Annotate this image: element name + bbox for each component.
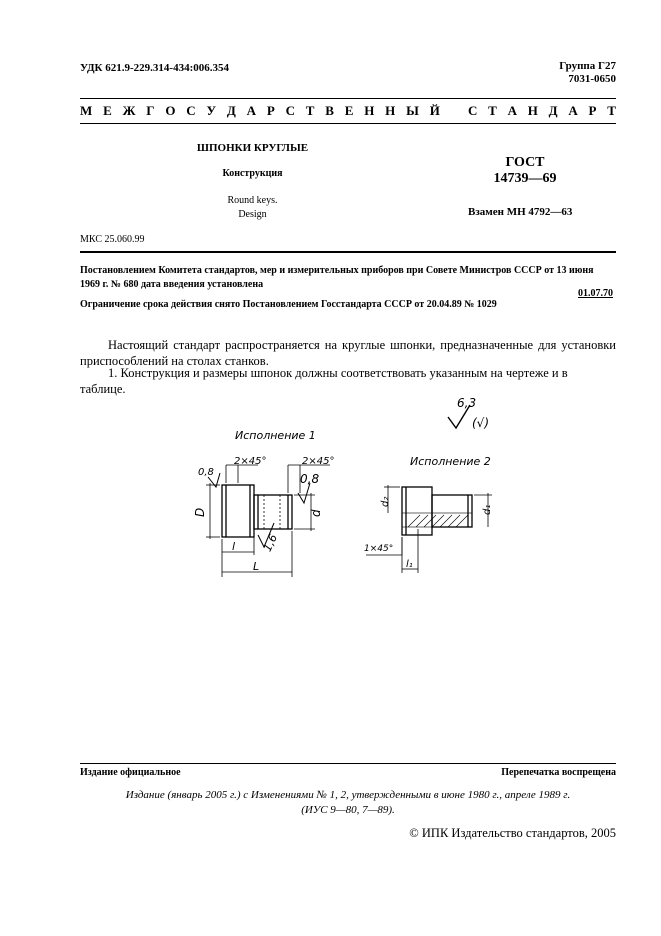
edition-info [80,788,616,818]
banner-left-letter: Г [146,103,155,118]
title-sub: Конструкция [222,168,283,179]
title-main: ШПОНКИ КРУГЛЫЕ [196,142,309,154]
banner-right-letter: Р [588,103,597,118]
banner-left-letter: Й [429,103,440,118]
group-label: Группа Г27 [559,60,616,72]
roughness-paren: (√) [472,416,490,430]
banner-left-letter: Е [344,103,354,118]
footer-rule [80,763,616,764]
variant2-label: Исполнение 2 [410,455,491,468]
decree-text: Постановлением Комитета стандартов, мер и измерительных приборов при Совете Министров СССР от 13 июня 1969 г. № 680 дата введения установлена [80,265,594,290]
dim-L: L [253,560,260,573]
banner-left-letter: О [165,103,176,118]
banner-right-letter: Т [488,103,497,118]
title-en-line2: Design [238,209,267,220]
dim-chamfer-right: 2×45° [302,456,335,467]
edition-line2: (ИУС 9—80, 7—89). [301,804,395,816]
dim-d2: d₂ [380,496,391,507]
banner-right-letter: Д [548,103,558,118]
banner-left-letter: Н [385,103,396,118]
banner-left-letter: Н [364,103,375,118]
banner-left-letter: С [285,103,295,118]
banner-left-letter: В [325,103,334,118]
dim-1-6: 1,6 [260,532,281,554]
dim-d: d [309,509,323,517]
group-code: 7031-0650 [568,73,616,85]
gost-label: ГОСТ [505,155,545,170]
section-rule [80,251,616,253]
group-info [559,60,616,86]
paragraph-design: 1. Конструкция и размеры шпонок должны соответствовать указанным на чертеже и в таблице. [80,366,568,396]
copyright: © ИПК Издательство стандартов, 2005 [409,826,616,840]
dim-08-right: 0,8 [300,472,320,486]
banner-right-letter: А [507,103,517,118]
replaces-note: Взамен МН 4792—63 [468,206,573,218]
dim-d1: d₁ [482,504,493,515]
banner-left-letter: Ж [122,103,136,118]
banner-bottom-rule [80,123,616,124]
dim-08-left: 0,8 [198,467,214,478]
standard-banner [80,103,616,119]
banner-left-letter: Д [226,103,236,118]
dim-l: l [232,540,236,553]
official-edition: Издание официальное [80,767,181,778]
dim-l1: l₁ [406,559,413,570]
reprint-note: Перепечатка воспрещена [501,767,616,778]
roughness-value: 6,3 [457,396,477,410]
banner-left-letter: С [186,103,196,118]
title-en-line1: Round keys. [227,195,278,206]
paragraph-scope: Настоящий стандарт распространяется на круглые шпонки, предназначенные для установки приспособлений на столах станков. [80,338,616,368]
banner-left-letter: Ы [406,103,419,118]
dim-chamfer-left: 2×45° [234,456,267,467]
banner-right-letter: Н [527,103,538,118]
banner-left-letter: А [246,103,256,118]
gost-number: 14739—69 [493,171,557,186]
banner-left-letter: Е [103,103,112,118]
banner-right-letter: А [568,103,578,118]
banner-standard [468,103,616,119]
banner-left-letter: М [80,103,93,118]
banner-right-letter: С [468,103,478,118]
banner-left-letter: Р [266,103,275,118]
banner-interstate [80,103,440,119]
gost-block [450,155,600,187]
banner-top-rule [80,98,616,99]
title-english [150,194,355,222]
dim-1x45: 1×45° [364,544,394,554]
variant1-label: Исполнение 1 [235,429,316,442]
mks-code: МКС 25.060.99 [80,234,145,245]
limit-text: Ограничение срока действия снято Постановлением Госстандарта СССР от 20.04.89 № 1029 [80,299,497,310]
edition-line1: Издание (январь 2005 г.) с Изменениями № 1, 2, утвержденными в июне 1980 г., апреле 1989 г. [125,789,571,801]
roughness-symbol [448,396,489,430]
banner-left-letter: Т [305,103,315,118]
udk-code: УДК 621.9-229.314-434:006.354 [80,62,229,74]
banner-right-letter: Т [607,103,616,118]
decree-date: 01.07.70 [578,288,613,299]
banner-left-letter: У [206,103,217,118]
dim-D: D [193,507,207,517]
key-drawing [180,395,520,585]
